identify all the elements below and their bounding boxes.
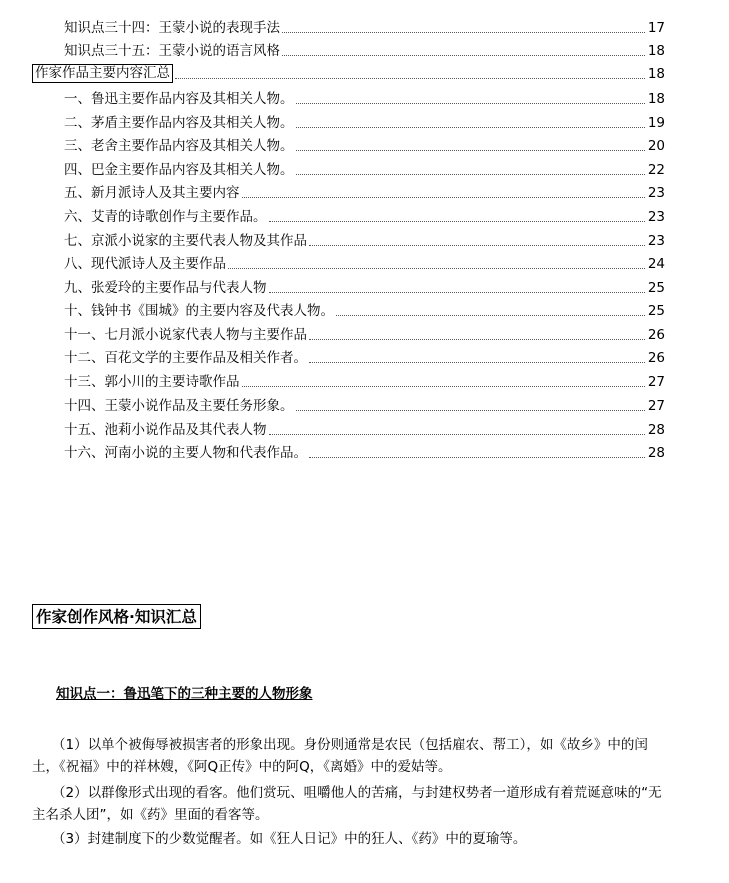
toc-entry[interactable] [64,392,665,415]
toc-entry-title: 六、艾青的诗歌创作与主要作品。 [64,209,267,225]
toc-entry-page: 20 [647,138,665,154]
toc-entry[interactable] [64,37,665,60]
toc-dot-leader [269,434,646,435]
body-paragraph: （1）以单个被侮辱被损害者的形象出现。身份则通常是农民（包括雇农、帮工），如《故乡》中的闰土，《祝福》中的祥林嫂，《阿Q正传》中的阿Q，《离婚》中的爱姑等。 [32,737,648,775]
toc-dot-leader [269,292,646,293]
toc-entry-page: 25 [647,280,665,296]
toc-entry-title: 二、茅盾主要作品内容及其相关人物。 [64,115,294,131]
toc-dot-leader [228,268,645,269]
toc-dot-leader [296,410,646,411]
toc-entry-page: 26 [647,327,665,343]
toc-dot-leader [296,127,646,128]
toc-entry-title: 三、老舍主要作品内容及其相关人物。 [64,138,294,154]
toc-dot-leader [282,32,645,33]
toc-entry-page: 18 [647,66,665,82]
toc-entry-title: 七、京派小说家的主要代表人物及其作品 [64,233,307,249]
toc-entry[interactable] [64,109,665,132]
toc-entry-page: 27 [647,398,665,414]
knowledge-point-title: 知识点一：鲁迅笔下的三种主要的人物形象 [56,686,313,702]
toc-entry-page: 27 [647,374,665,390]
toc-entry-title: 九、张爱玲的主要作品与代表人物 [64,280,267,296]
toc-entry-page: 28 [647,445,665,461]
toc-entry-title: 十六、河南小说的主要人物和代表作品。 [64,445,307,461]
toc-dot-leader [296,150,646,151]
toc-entry[interactable] [64,297,665,320]
toc-entry-page: 22 [647,162,665,178]
toc-dot-leader [282,55,645,56]
toc-entry-title: 八、现代派诗人及主要作品 [64,256,226,272]
toc-entry-page: 17 [647,20,665,36]
toc-entry-title: 十、钱钟书《围城》的主要内容及代表人物。 [64,303,334,319]
toc-entry[interactable] [64,368,665,391]
toc-entry-title: 五、新月派诗人及其主要内容 [64,185,240,201]
toc-dot-leader [296,174,646,175]
toc-entry-page: 23 [647,185,665,201]
toc-entry[interactable] [64,156,665,179]
toc-dot-leader [309,362,645,363]
toc-entry-page: 18 [647,91,665,107]
toc-entry[interactable] [64,439,665,462]
toc-entry[interactable] [64,250,665,273]
toc-entry-title: 一、鲁迅主要作品内容及其相关人物。 [64,91,294,107]
toc-entry-title: 知识点三十五：王蒙小说的语言风格 [64,43,280,59]
toc-entry-page: 24 [647,256,665,272]
toc-entry[interactable] [64,227,665,250]
toc-dot-leader [336,315,645,316]
toc-entry[interactable] [64,14,665,37]
body-paragraph: （2）以群像形式出现的看客。他们赏玩、咀嚼他人的苦痛，与封建权势者一道形成有着荒诞意味的“无主名杀人团”，如《药》里面的看客等。 [32,785,662,823]
toc-entry-title: 知识点三十四：王蒙小说的表现手法 [64,20,280,36]
toc-entry-page: 19 [647,115,665,131]
toc-dot-leader [242,386,646,387]
toc-dot-leader [269,221,646,222]
toc-dot-leader [175,78,645,79]
toc-entry-title: 四、巴金主要作品内容及其相关人物。 [64,162,294,178]
body-paragraph: （3）封建制度下的少数觉醒者。如《狂人日记》中的狂人、《药》中的夏瑜等。 [52,831,527,847]
section-heading: 作家创作风格·知识汇总 [32,604,201,629]
toc-entry[interactable] [64,179,665,202]
toc-entry[interactable] [64,416,665,439]
toc-entry-page: 25 [647,303,665,319]
toc-entry[interactable] [64,274,665,297]
toc-entry-page: 23 [647,233,665,249]
toc-entry[interactable] [64,344,665,367]
toc-entry[interactable] [64,85,665,108]
toc-entry-title: 十一、七月派小说家代表人物与主要作品 [64,327,307,343]
toc-entry-title: 十二、百花文学的主要作品及相关作者。 [64,350,307,366]
toc-entry-title: 作家作品主要内容汇总 [32,64,173,83]
toc-entry-page: 28 [647,422,665,438]
toc-dot-leader [296,103,646,104]
toc-dot-leader [309,245,645,246]
toc-entry-page: 26 [647,350,665,366]
toc-entry-title: 十五、池莉小说作品及其代表人物 [64,422,267,438]
toc-dot-leader [242,197,646,198]
toc-entry-title: 十三、郭小川的主要诗歌作品 [64,374,240,390]
toc-entry-page: 23 [647,209,665,225]
toc-entry[interactable] [64,203,665,226]
toc-dot-leader [309,339,645,340]
toc-entry[interactable] [64,132,665,155]
toc-entry-title: 十四、王蒙小说作品及主要任务形象。 [64,398,294,414]
toc-entry-page: 18 [647,43,665,59]
toc-entry-heading[interactable] [32,60,665,83]
toc-dot-leader [309,457,645,458]
toc-entry[interactable] [64,321,665,344]
